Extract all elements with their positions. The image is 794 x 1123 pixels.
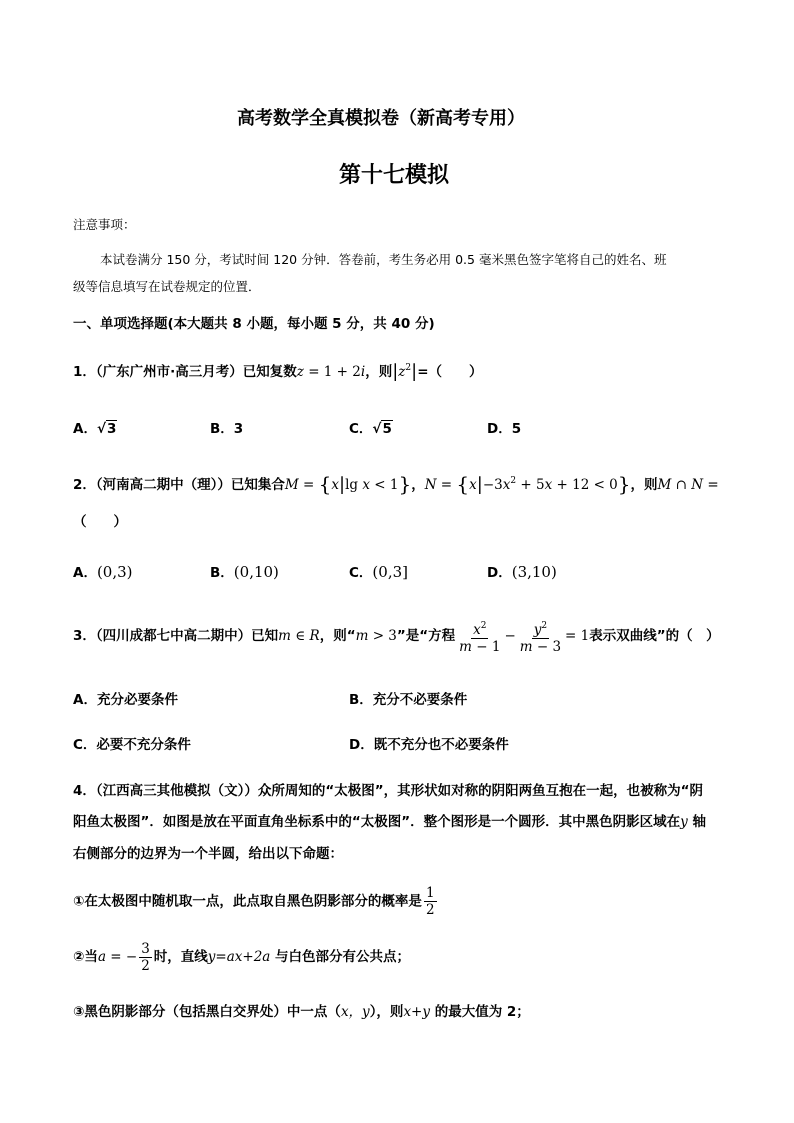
q2-interval-d: (3,10) (511, 563, 557, 581)
q4-proposition-2 (73, 941, 410, 974)
q1-stem-a: 1．（广东广州市·高三月考）已知复数 (73, 364, 297, 380)
q2-option-a-label: A． (73, 565, 97, 581)
q3-option-d: D．既不充分也不必要条件 (349, 737, 509, 753)
q4-line-3: 右侧部分的边界为一个半圆，给出以下命题： (73, 846, 343, 862)
q1-option-d: D．5 (487, 421, 522, 437)
q1-formula-abs: $|z^2|$ (392, 361, 418, 382)
q4-p3-point: x，y (340, 1004, 370, 1020)
q2-intersection: M ∩ N = (657, 477, 719, 493)
q3-stem-b: ，则“ (319, 628, 356, 644)
q4-p2-c: 与白色部分有公共点； (270, 949, 411, 965)
q3-stem-c: ”是“方程 (396, 628, 456, 644)
q1-sqrt5: √5 (372, 421, 392, 437)
q4-p2-b: 时，直线 (153, 949, 208, 965)
q4-proposition-3 (73, 1000, 530, 1020)
q3-stem-a: 3．（四川成都七中高二期中）已知 (73, 628, 279, 644)
notice-line-2: 级等信息填写在试卷规定的位置． (73, 279, 261, 294)
q2-paren: （ ） (73, 514, 127, 530)
q1-sqrt3: √3 (96, 421, 117, 437)
q3-stem-d: 表示双曲线”的（ ） (589, 628, 720, 644)
q4-p2-a-value: a = − $\frac{3}{2}$ (97, 941, 150, 974)
q3-m-in-r: m ∈ R (278, 628, 320, 644)
q4-p2-a: ②当 (73, 949, 98, 965)
q2-stem-c: ，则 (630, 477, 658, 493)
q2-option-c (349, 561, 408, 581)
q3-option-a: A．充分必要条件 (73, 692, 178, 708)
q1-option-b: B．3 (210, 421, 244, 437)
section-title: 一、单项选择题(本大题共 8 小题，每小题 5 分，共 40 分) (73, 316, 435, 332)
q1-formula-z: z = 1 + 2i (296, 364, 366, 380)
page-title: 高考数学全真模拟卷（新高考专用） (237, 108, 525, 129)
q2-interval-b: (0,10) (233, 563, 279, 581)
question-1-stem (73, 360, 483, 382)
q2-option-b-label: B． (210, 565, 234, 581)
q3-equation: $\frac{x^2}{m - 1}$ − $\frac{y^2}{m - 3}$ = 1 (455, 628, 589, 644)
notice-line-1: 本试卷满分 150 分，考试时间 120 分钟．答卷前，考生务必用 0.5 毫米黑色签字笔将自己的姓名、班 (100, 252, 667, 267)
q2-stem-b: ， (411, 477, 425, 493)
q4-line-2 (73, 810, 706, 830)
q2-option-d-label: D． (487, 565, 512, 581)
q4-line-2-var: y (680, 814, 688, 830)
notice-label: 注意事项： (73, 217, 136, 232)
q3-option-c: C．必要不充分条件 (73, 737, 191, 753)
question-3-stem (73, 618, 720, 655)
q2-option-c-label: C． (349, 565, 373, 581)
q2-interval-a: (0,3) (96, 563, 133, 581)
page-subtitle: 第十七模拟 (339, 163, 450, 188)
q2-stem-a: 2．（河南高二期中（理））已知集合 (73, 477, 285, 493)
q4-p3-c: 的最大值为 2； (430, 1004, 530, 1020)
q4-p3-a: ③黑色阴影部分（包括黑白交界处）中一点（ (73, 1004, 341, 1020)
q1-option-a (73, 417, 117, 437)
q4-line-2-end: 轴 (687, 814, 706, 830)
q1-option-c (349, 417, 393, 437)
q2-set-n: $N = \{x|-3x^2 + 5x + 12 < 0\}$ (424, 472, 631, 496)
q2-option-b (210, 561, 279, 581)
q2-interval-c: (0,3] (372, 563, 408, 581)
q4-p1-frac: $\frac{1}{2}$ (425, 885, 435, 918)
q2-set-m: M = {x|lg x < 1} (284, 472, 412, 496)
q4-proposition-1 (73, 885, 439, 918)
q1-stem-c: =（ ） (417, 364, 483, 380)
q4-p2-line: y=ax+2a (207, 949, 271, 965)
q2-option-d (487, 561, 557, 581)
q4-p3-expr: x+y (403, 1004, 430, 1020)
q4-p1-text: ①在太极图中随机取一点，此点取自黑色阴影部分的概率是 (73, 893, 422, 910)
q1-stem-b: ，则 (365, 364, 393, 380)
q4-p3-b: ），则 (369, 1004, 404, 1020)
q1-option-a-label: A． (73, 421, 97, 437)
q4-line-1: 4．（江西高三其他模拟（文））众所周知的“太极图”，其形状如对称的阴阳两鱼互抱在一起，也被称为“阴 (73, 783, 704, 799)
q3-option-b: B．充分不必要条件 (349, 692, 468, 708)
q1-option-c-label: C． (349, 421, 373, 437)
q3-condition: m > 3 (355, 628, 397, 644)
q4-line-2-text: 阳鱼太极图”．如图是放在平面直角坐标系中的“太极图”．整个图形是一个圆形．其中黑色阴影区域在 (73, 814, 681, 830)
question-2-stem (73, 472, 719, 496)
q2-option-a (73, 561, 133, 581)
